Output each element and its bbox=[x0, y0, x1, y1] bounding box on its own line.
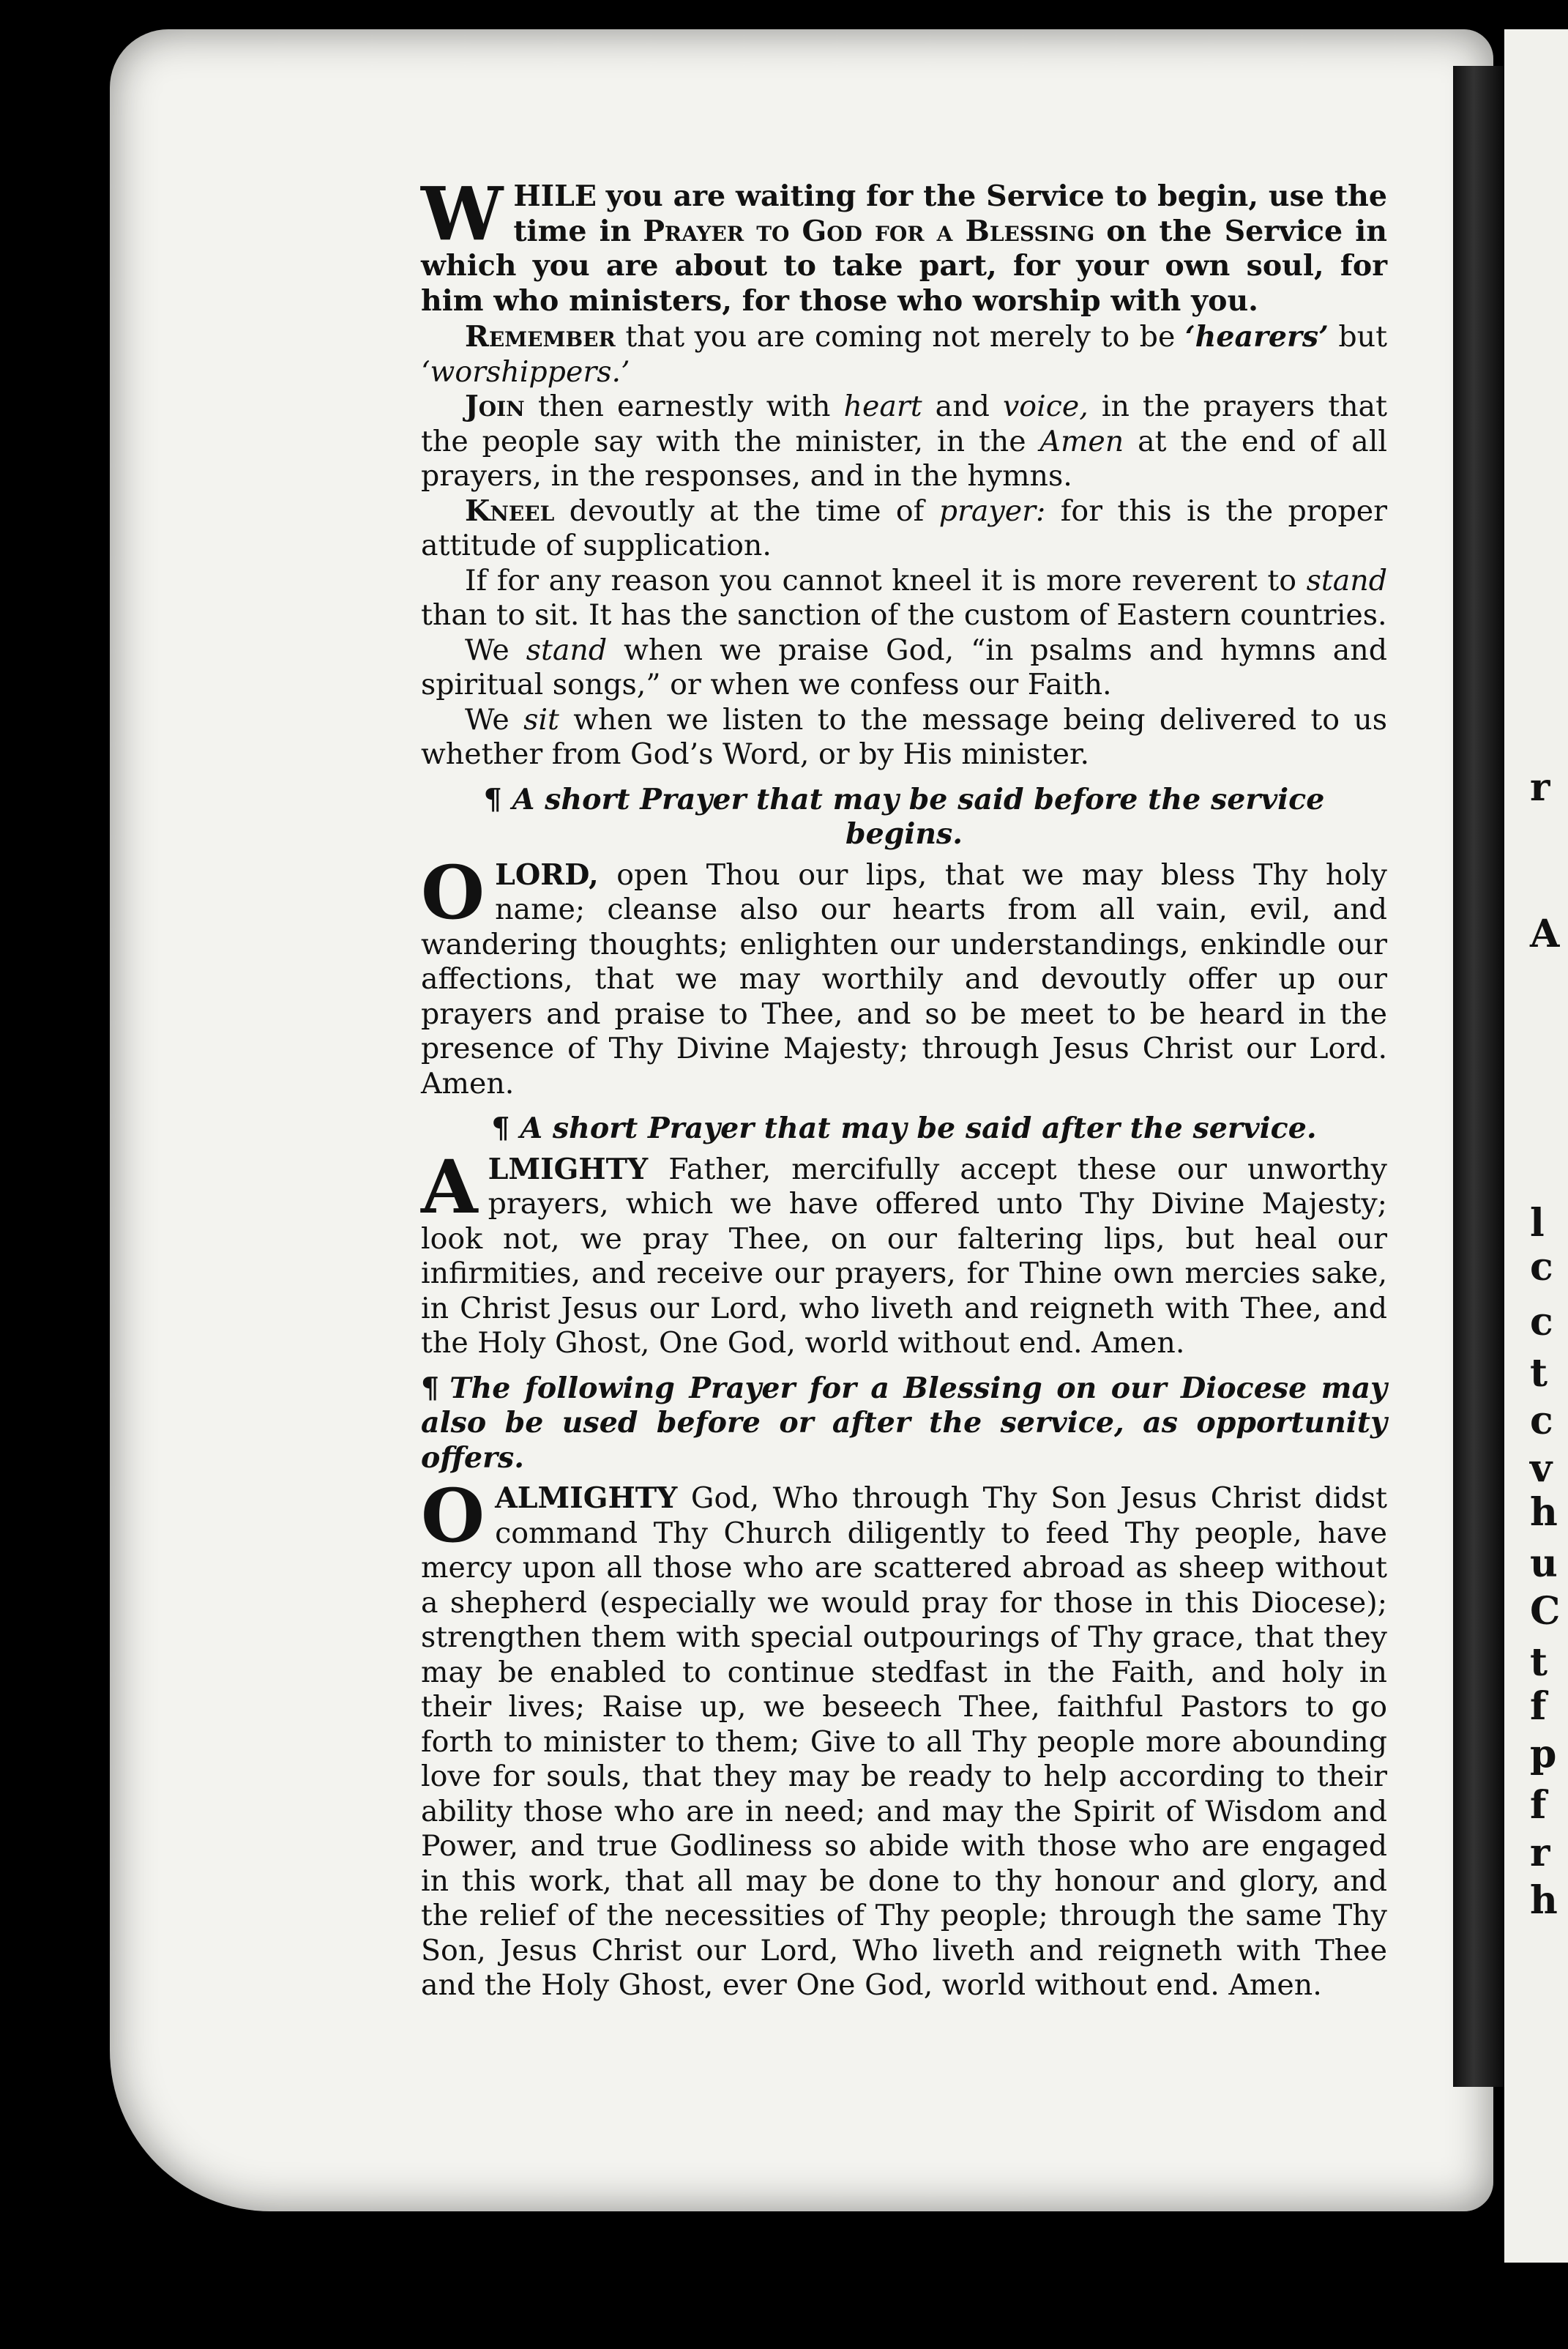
edge-letter: c bbox=[1530, 1399, 1553, 1443]
prayer-after-heading: ¶ A short Prayer that may be said after the service. bbox=[491, 1112, 1317, 1145]
prayer-diocese-heading: ¶ The following Prayer for a Blessing on our Diocese may also be used before or after the service, as opportunity offers. bbox=[421, 1371, 1387, 1475]
edge-letter: p bbox=[1530, 1732, 1557, 1776]
edge-letter: f bbox=[1530, 1783, 1547, 1828]
edge-letter: u bbox=[1530, 1541, 1558, 1586]
stand-paragraph: If for any reason you cannot kneel it is more reverent to stand than to sit. It has the sanction of the custom of Eastern countries. bbox=[421, 563, 1387, 632]
edge-letter: h bbox=[1530, 1878, 1558, 1923]
edge-letter: c bbox=[1530, 1245, 1553, 1289]
edge-letter: f bbox=[1530, 1684, 1547, 1729]
page-text bbox=[421, 171, 1388, 2003]
drop-cap: O bbox=[421, 1473, 485, 1559]
edge-letter: C bbox=[1530, 1589, 1561, 1634]
join-paragraph: Join then earnestly with heart and voice, in the prayers that the people say with the minister, in the Amen at the end of all prayers, in the responses, and in the hymns. bbox=[421, 390, 1387, 493]
edge-letter: v bbox=[1530, 1446, 1553, 1491]
edge-letter: A bbox=[1530, 912, 1560, 956]
edge-letter: c bbox=[1530, 1300, 1553, 1344]
edge-letter: t bbox=[1530, 1351, 1548, 1396]
pilcrow-icon: ¶ bbox=[491, 1112, 510, 1145]
sit-paragraph: We sit when we listen to the message being delivered to us whether from God’s Word, or by His minister. bbox=[421, 702, 1387, 771]
edge-letter: r bbox=[1530, 765, 1550, 810]
drop-cap: A bbox=[421, 1143, 478, 1230]
binding-gutter bbox=[1453, 66, 1504, 2087]
edge-letter: r bbox=[1530, 1831, 1550, 1875]
edge-letter: t bbox=[1530, 1640, 1548, 1685]
remember-paragraph: Remember that you are coming not merely to be ‘hearers’ but ‘worshippers.’ bbox=[421, 320, 1387, 389]
praise-paragraph: We stand when we praise God, “in psalms and hymns and spiritual songs,” or when we confess our Faith. bbox=[421, 633, 1387, 701]
prayer-before-body: OLORD, open Thou our lips, that we may bless Thy holy name; cleanse also our hearts from all vain, evil, and wandering thoughts; enlighten our understandings, enkindle our affections, that we may worthily and devoutly offer up our prayers and praise to Thee, and so be meet to be heard in the presence of Thy Divine Majesty; through Jesus Christ our Lord. Amen. bbox=[421, 849, 1387, 1101]
drop-cap: O bbox=[421, 849, 485, 936]
drop-cap: W bbox=[421, 171, 504, 257]
prayer-before-heading: ¶ A short Prayer that may be said before the service begins. bbox=[483, 782, 1325, 851]
pilcrow-icon: ¶ bbox=[483, 782, 502, 816]
edge-letter: h bbox=[1530, 1490, 1558, 1535]
pilcrow-icon: ¶ bbox=[421, 1371, 440, 1405]
edge-letter: l bbox=[1530, 1201, 1545, 1246]
facing-page-edge bbox=[1504, 29, 1568, 2263]
prayer-after-body: ALMIGHTY Father, mercifully accept these our unworthy prayers, which we have offered unto Thy Divine Majesty; look not, we pray Thee, on our faltering lips, but heal our infirmities, and receive our prayers, for Thine own mercies sake, in Christ Jesus our Lord, who liveth and reigneth with Thee, and the Holy Ghost, One God, world without end. Amen. bbox=[421, 1143, 1387, 1360]
kneel-paragraph: Kneel devoutly at the time of prayer: for this is the proper attitude of supplication. bbox=[421, 494, 1387, 562]
intro-paragraph: WHILE you are waiting for the Service to begin, use the time in Prayer to God for a Blessing on the Service in which you are about to take part, for your own soul, for him who ministers, for those who worship with you. bbox=[421, 171, 1388, 318]
prayer-diocese-body: OALMIGHTY God, Who through Thy Son Jesus Christ didst command Thy Church diligently to feed Thy people, have mercy upon all those who are scattered abroad as sheep without a shepherd (especially we would pray for those in this Diocese); strengthen them with special outpourings of Thy grace, that they may be enabled to continue stedfast in the Faith, and holy in their lives; Raise up, we beseech Thee, faithful Pastors to go forth to minister to them; Give to all Thy people more abounding love for souls, that they may be ready to help according to their ability those who are in need; and may the Spirit of Wisdom and Power, and true Godliness so abide with those who are engaged in this work, that all may be done to thy honour and glory, and the relief of the necessities of Thy people; through the same Thy Son, Jesus Christ our Lord, Who liveth and reigneth with Thee and the Holy Ghost, ever One God, world without end. Amen. bbox=[421, 1473, 1387, 2002]
